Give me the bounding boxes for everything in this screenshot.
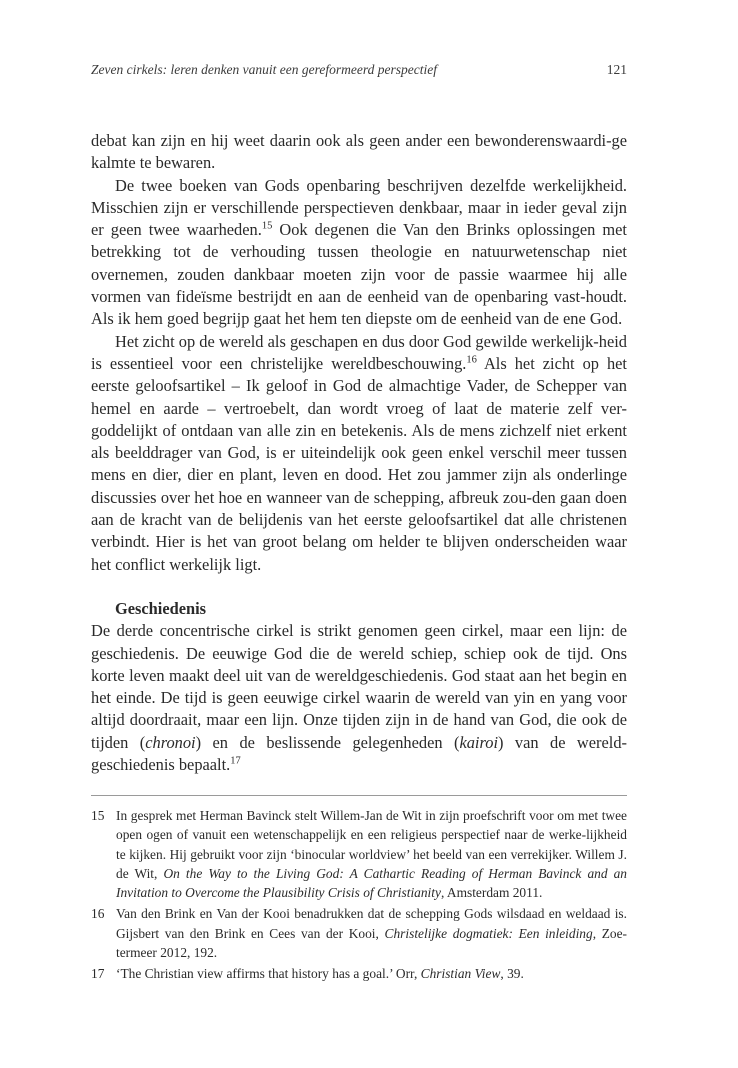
paragraph-1: debat kan zijn en hij weet daarin ook als geen ander een bewonderenswaardi-ge kalmte te bewaren. xyxy=(91,131,627,173)
term-chronoi: chronoi xyxy=(145,732,196,752)
footnote-text-end: , 39. xyxy=(500,966,524,982)
main-text xyxy=(91,130,627,776)
paragraph-3-text-b: Als het zicht op het eerste geloofsartikel – Ik geloof in God de almachtige Vader, de Schepper van hemel en aarde – vertroebelt, dan wordt vroeg of laat de materie zelf ver-goddelijkt of ontdaan van alle zin en betekenis. Als de mens zichzelf niet erkent als beelddrager van God, is er uiteindelijk ook geen enkel verschil meer tussen mens en dier, dier en plant, leven en dood. Het zou jammer zijn als onderlinge discussies over het hoe en wanneer van de schepping, afbreuk zou-den gaan doen aan de kracht van de belijdenis van het eerste geloofsartikel dat alle christenen verbindt. Hier is het van groot belang om helder te blijven onderscheiden waar het conflict werkelijk ligt. xyxy=(91,353,627,574)
footnote-number: 16 xyxy=(91,906,105,922)
footnote-17 xyxy=(91,964,627,983)
footnote-number: 17 xyxy=(91,966,105,982)
footnote-title: Christian View xyxy=(420,966,501,982)
paragraph-3 xyxy=(91,331,627,576)
footnote-number: 15 xyxy=(91,808,105,823)
footnote-title: Christelijke dogmatiek: Een inleiding xyxy=(384,925,593,941)
term-kairoi: kairoi xyxy=(459,732,498,752)
paragraph-2-text-a: De twee boeken van Gods openbaring beschrijven dezelfde werkelijkheid. Misschien zijn er verschillende perspectieven denkbaar, maar in ieder geval zijn er geen twee waarheden. xyxy=(91,175,627,240)
paragraph-4-text-b: ) en de beslissende gelegenheden ( xyxy=(195,732,460,752)
footnote-text-end: , Zoe-termeer 2012, 192. xyxy=(116,925,627,961)
footnote-text-end: , Amsterdam 2011. xyxy=(440,885,543,901)
footnote-text: ‘The Christian view affirms that history has a goal.’ Orr, xyxy=(116,966,421,982)
footnotes xyxy=(91,806,627,986)
paragraph-4-text-c: ) van de wereld-geschiedenis bepaalt. xyxy=(91,732,627,775)
section-heading: Geschiedenis xyxy=(115,598,207,618)
footnote-title: On the Way to the Living God: A Cathartic Reading of Herman Bavinck and an Invitation to Overcome the Plausibility Crisis of Christianity xyxy=(116,865,628,901)
footnote-16 xyxy=(91,904,627,962)
paragraph-2-text-b: Ook degenen die Van den Brinks oplossingen met betrekking tot de verhouding tussen theologie en natuurwetenschap niet overnemen, zouden dankbaar moeten zijn voor de passie waarmee hij alle vormen van fideïsme bestrijdt en aan de eenheid van de openbaring vast-houdt. Als ik hem goed begrijp gaat het hem ten diepste om de eenheid van de ene God. xyxy=(91,220,627,329)
footnote-divider xyxy=(91,795,627,796)
footnote-text: In gesprek met Herman Bavinck stelt Willem-Jan de Wit in zijn proefschrift voor om met twee open ogen of vanuit een wetenschappelijk en een religieus perspectief naar de werke-lijkheid te kijken. Hij gebruikt voor zijn ‘binocular worldview’ het beeld van een verrekijker. Willem J. de Wit, xyxy=(116,808,627,881)
paragraph-4 xyxy=(91,620,627,776)
running-header xyxy=(91,62,627,82)
footnote-text: Van den Brink en Van der Kooi benadrukken dat de schepping Gods wilsdaad en weldaad is. Gijsbert van den Brink en Cees van der Kooi, xyxy=(116,906,627,941)
footnote-ref-17[interactable]: 17 xyxy=(230,755,241,767)
footnote-ref-16[interactable]: 16 xyxy=(466,354,477,366)
paragraph-3-text-a: Het zicht op de wereld als geschapen en dus door God gewilde werkelijk-heid is essentieel voor een christelijke wereldbeschouwing. xyxy=(91,331,627,373)
running-title: Zeven cirkels: leren denken vanuit een gereformeerd perspectief xyxy=(91,62,437,77)
page-number: 121 xyxy=(606,62,627,77)
footnote-15 xyxy=(91,806,627,902)
footnote-ref-15[interactable]: 15 xyxy=(261,220,273,232)
paragraph-2 xyxy=(91,175,627,331)
paragraph-4-text-a: De derde concentrische cirkel is strikt genomen geen cirkel, maar een lijn: de geschiedenis. De eeuwige God die de wereld schiep, schiep ook de tijd. Ons korte leven maakt deel uit van de wereldgeschiedenis. God staat aan het begin en het einde. De tijd is geen eeuwige cirkel waarin de wereld van yin en yang voor altijd doordraait, maar een lijn. Onze tijden zijn in de hand van God, die ook de tijden ( xyxy=(91,621,627,752)
